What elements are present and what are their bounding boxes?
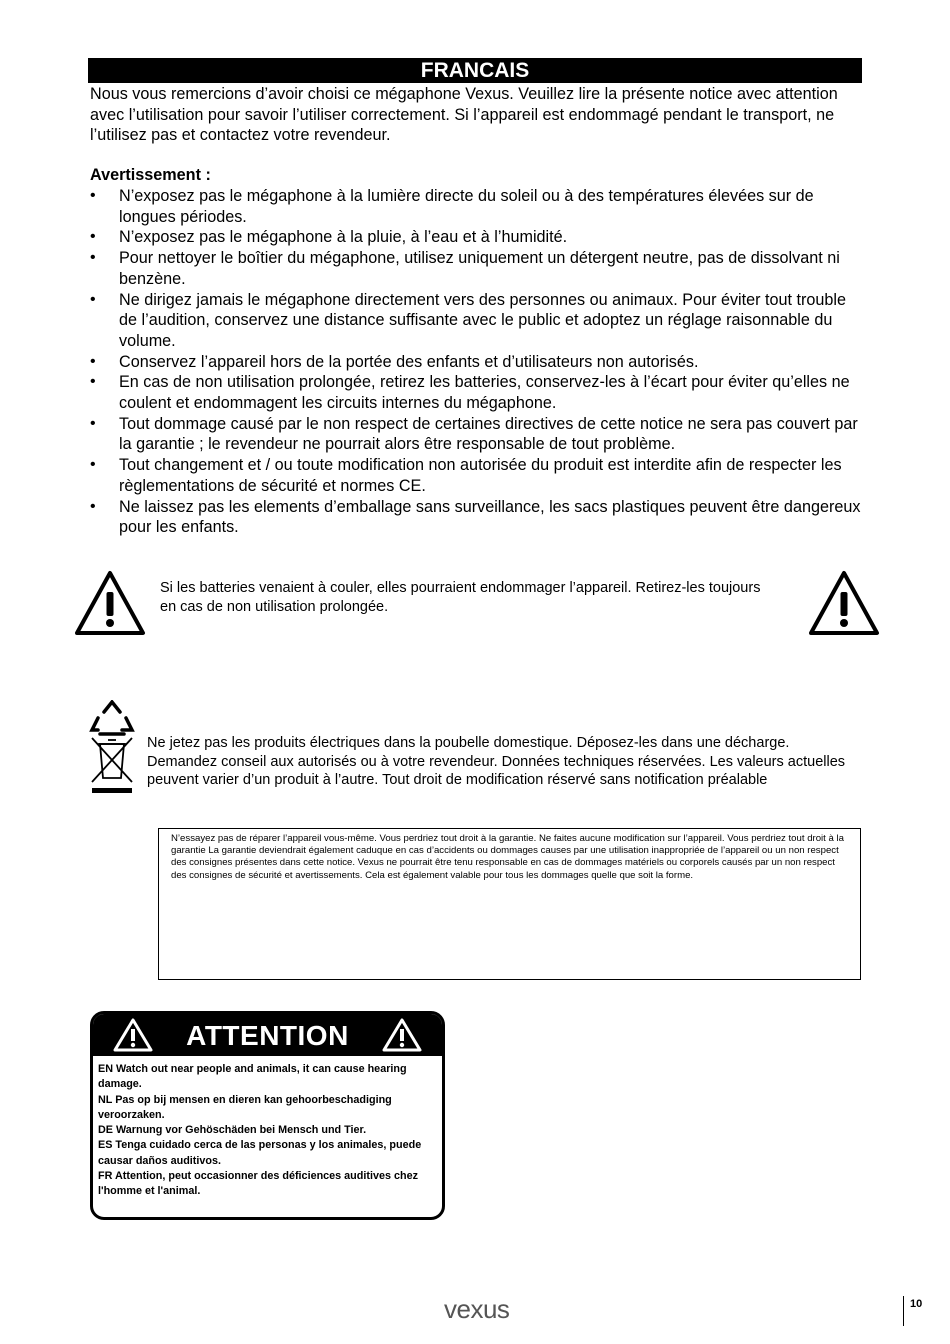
repair-notice-box bbox=[158, 828, 861, 980]
warning-item: • N’exposez pas le mégaphone à la lumière directe du soleil ou à des températures élevées sur de longues périodes. bbox=[90, 186, 865, 227]
warning-item: • En cas de non utilisation prolongée, retirez les batteries, conservez-les à l’écart pour éviter qu’elles ne coulent et endommagent les circuits internes du mégaphone. bbox=[90, 372, 865, 413]
repair-notice: N’essayez pas de réparer l’appareil vous-même. Vous perdriez tout droit à la garantie. Ne faites aucune modification sur l’appareil. Vous perdriez tout droit à la garantie La garantie deviendrait également caduque en cas d’accidents ou dommages causes par une utilisation inappropriée de l’appareil ou un non respect des consignes présentes dans cette notice. Vexus ne pourrait être tenu responsable en cas de dommages matériels ou corporels causés par un non respect des consignes de sécurité et avertissements. Cela est également valable pour tous les dommages quelle que soit la forme. bbox=[171, 833, 844, 881]
warning-item: • Tout changement et / ou toute modification non autorisée du produit est interdite afin de respecter les règlementations de sécurité et normes CE. bbox=[90, 455, 865, 496]
attention-line: DE Warnung vor Gehöschäden bei Mensch und Tier. bbox=[98, 1124, 367, 1137]
attention-line: EN Watch out near people and animals, it can cause hearing damage. bbox=[98, 1063, 407, 1091]
attention-line: NL Pas op bij mensen en dieren kan gehoorbeschadiging veroorzaken. bbox=[98, 1093, 392, 1121]
warning-triangle-icon bbox=[113, 1018, 153, 1052]
intro-paragraph: Nous vous remercions d’avoir choisi ce mégaphone Vexus. Veuillez lire la présente notice avec attention avec l’utilisation pour savoir l’utiliser correctement. Si l’appareil est endommagé pendant le transport, ne l’utilisez pas et contactez votre revendeur. bbox=[90, 85, 838, 144]
page-number: 10 bbox=[903, 1296, 940, 1326]
vexus-logo: vexus bbox=[444, 1294, 510, 1324]
warning-triangle-icon bbox=[74, 570, 146, 636]
warning-item: • Ne dirigez jamais le mégaphone directement vers des personnes ou animaux. Pour éviter tout trouble de l’audition, conservez une distance suffisante avec le public et adoptez un réglage raisonnable du volume. bbox=[90, 290, 865, 352]
attention-lines bbox=[93, 1056, 442, 1200]
language-header: FRANCAIS bbox=[88, 58, 862, 83]
recycle-weee-icon bbox=[86, 700, 138, 798]
attention-label bbox=[90, 1011, 445, 1220]
attention-title: ATTENTION bbox=[186, 1020, 349, 1051]
warning-item: • N’exposez pas le mégaphone à la pluie, à l’eau et à l’humidité. bbox=[90, 227, 865, 248]
disposal-notice: Ne jetez pas les produits électriques dans la poubelle domestique. Déposez-les dans une décharge. Demandez conseil aux autorisés ou à votre revendeur. Données techniques réservées. Les valeurs actuelles peuvent varier d’un produit à l’autre. Tout droit de modification réservé sans notification préalable bbox=[147, 735, 846, 788]
warning-item: • Ne laissez pas les elements d’emballage sans surveillance, les sacs plastiques peuvent être dangereux pour les enfants. bbox=[90, 497, 865, 538]
warning-item: • Tout dommage causé par le non respect de certaines directives de cette notice ne sera pas couvert par la garantie ; le revendeur ne pourrait alors être responsable de tout problème. bbox=[90, 414, 865, 455]
attention-line: FR Attention, peut occasionner des déficiences auditives chez l'homme et l'animal. bbox=[98, 1170, 418, 1198]
attention-line: ES Tenga cuidado cerca de las personas y los animales, puede causar daños auditivos. bbox=[98, 1139, 422, 1167]
warning-triangle-icon bbox=[808, 570, 880, 636]
battery-notice: Si les batteries venaient à couler, elles pourraient endommager l’appareil. Retirez-les toujours en cas de non utilisation prolongée. bbox=[160, 580, 761, 615]
warning-item: • Conservez l’appareil hors de la portée des enfants et d’utilisateurs non autorisés. bbox=[90, 352, 865, 373]
warning-triangle-icon bbox=[382, 1018, 422, 1052]
warnings-list bbox=[90, 186, 865, 538]
warning-item: • Pour nettoyer le boîtier du mégaphone, utilisez uniquement un détergent neutre, pas de dissolvant ni benzène. bbox=[90, 248, 865, 289]
warnings-title: Avertissement : bbox=[90, 166, 211, 184]
attention-header bbox=[93, 1014, 442, 1056]
